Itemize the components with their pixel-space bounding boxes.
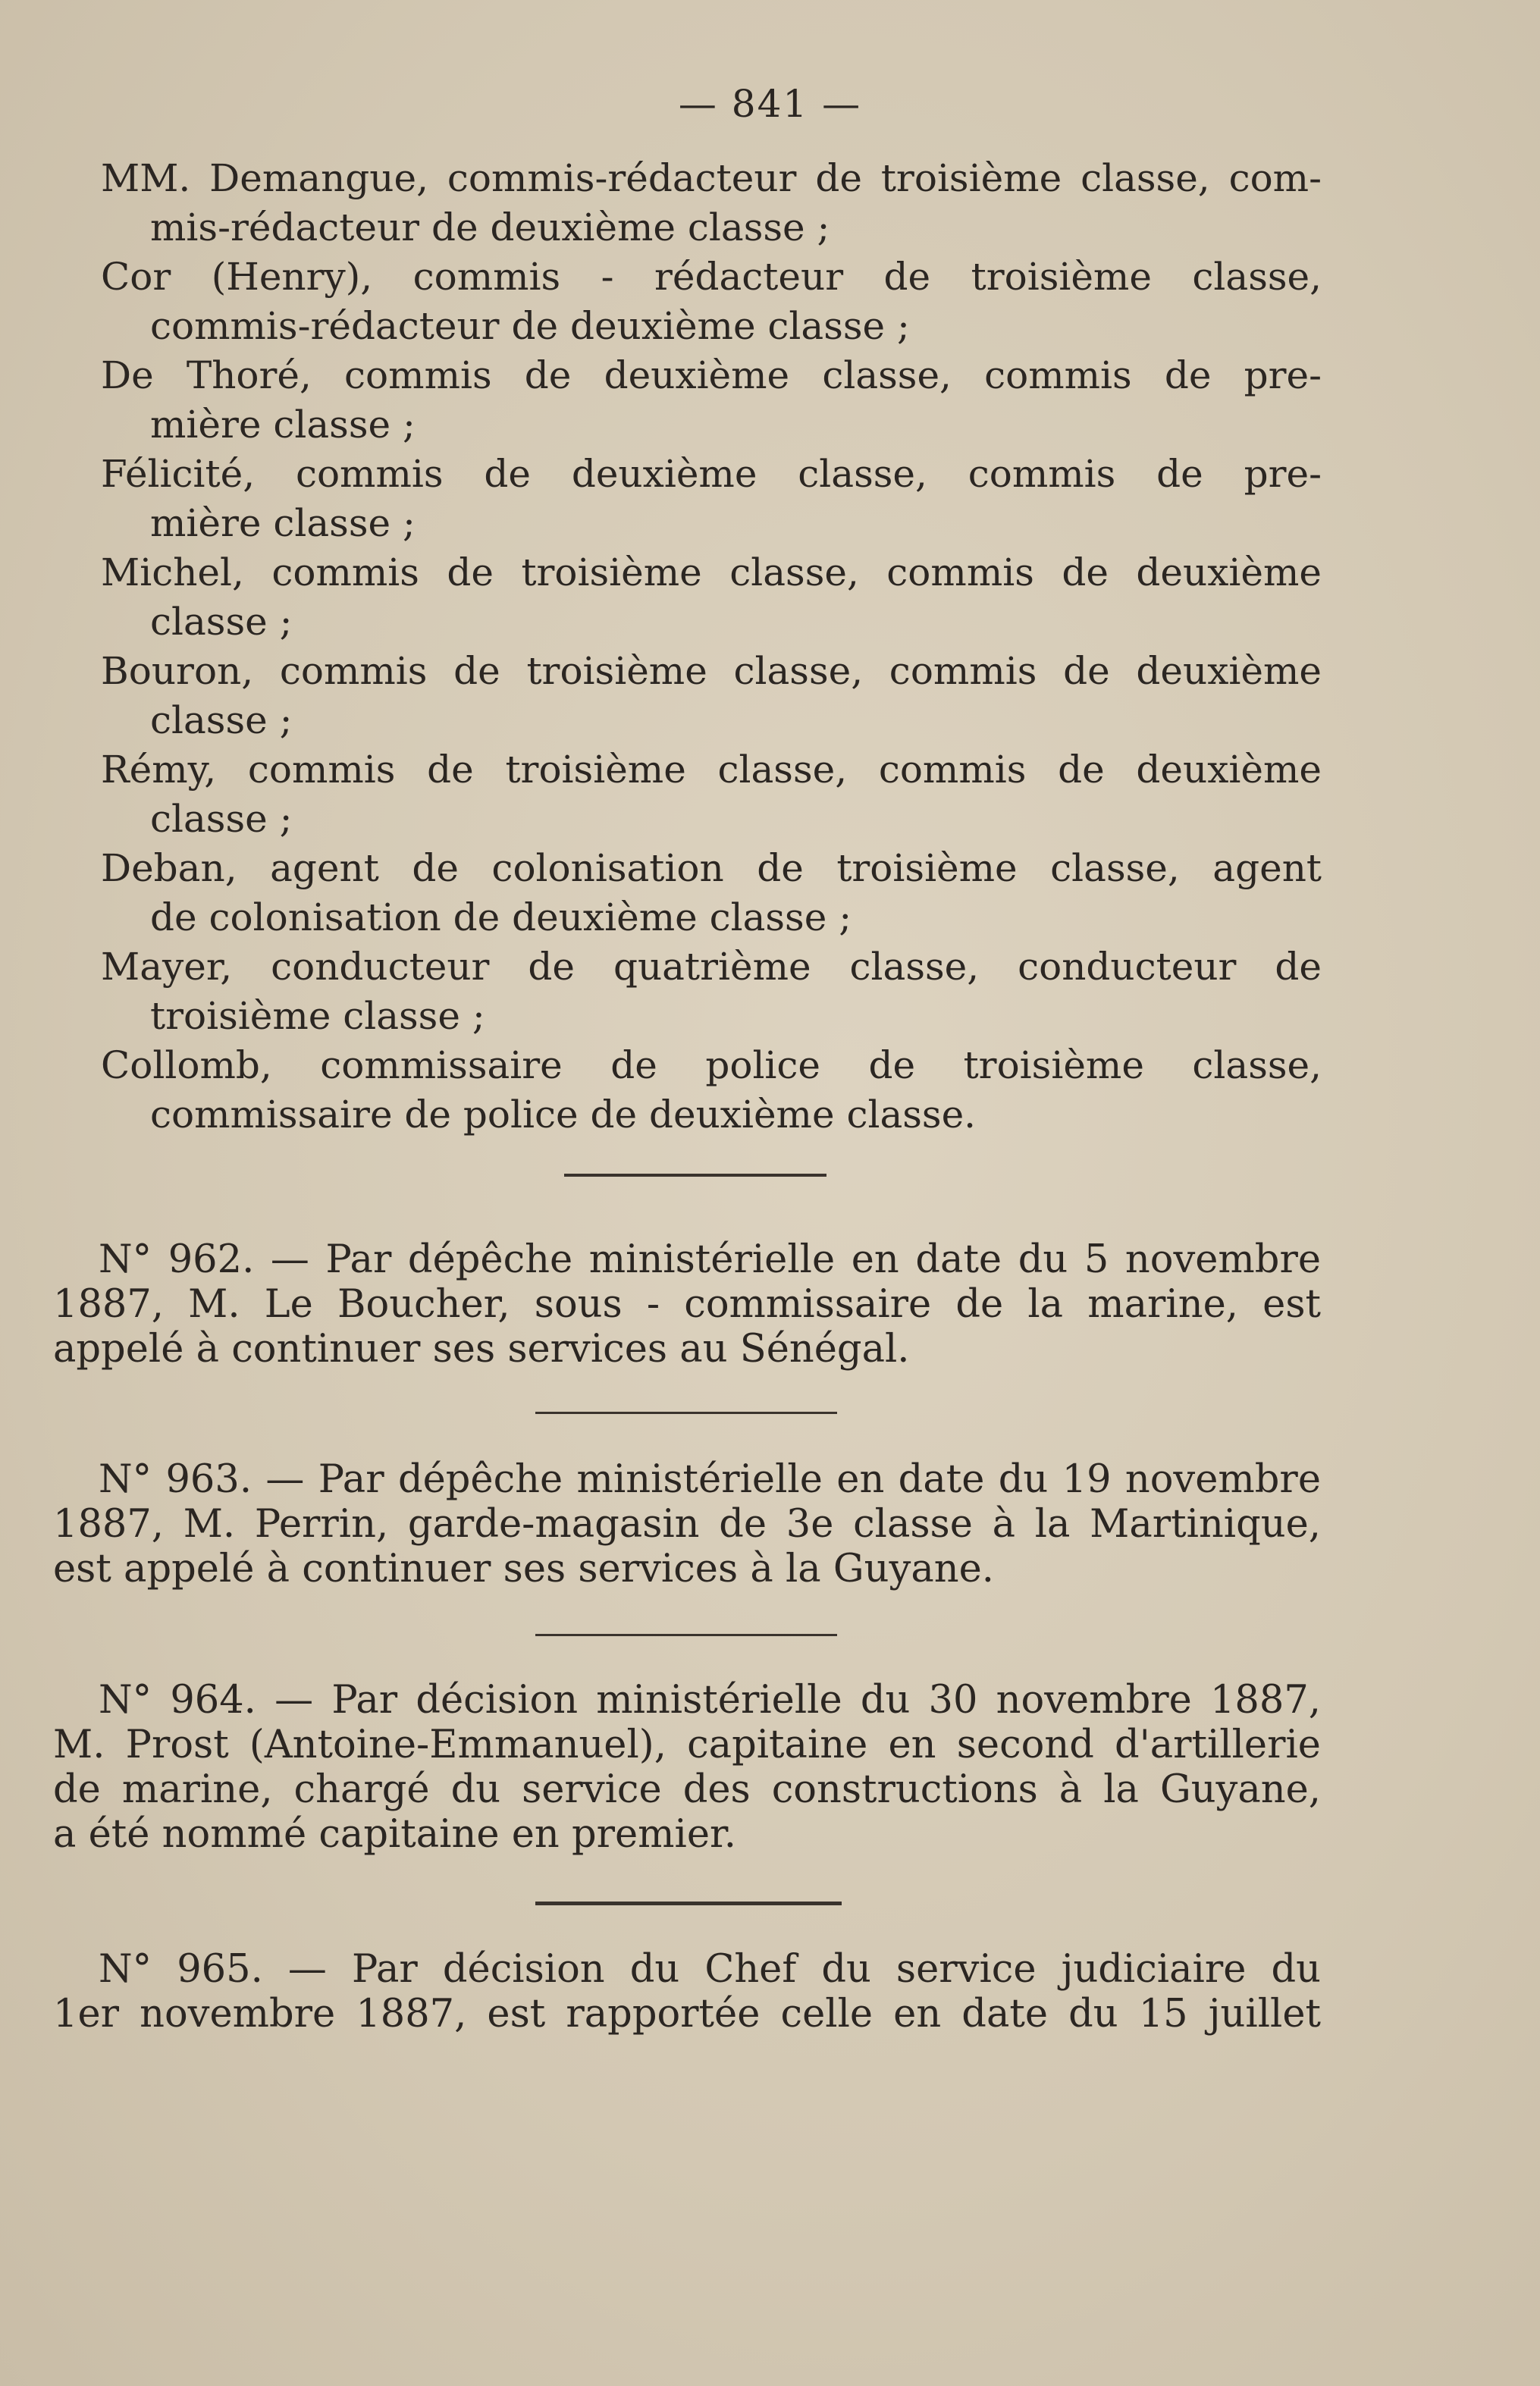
text-line: N° 965. — Par décision du Chef du service judiciaire du [99, 1947, 1321, 1992]
text-line: 1er novembre 1887, est rapportée celle en date du 15 juillet [53, 1992, 1321, 2036]
text-line: 1887, M. Le Boucher, sous - commissaire de la marine, est [53, 1282, 1321, 1327]
text-line: mière classe ; [150, 501, 416, 545]
text-line: a été nommé capitaine en premier. [53, 1812, 737, 1857]
text-line: est appelé à continuer ses services à la Guyane. [53, 1547, 994, 1591]
text-line: 1887, M. Perrin, garde-magasin de 3e classe à la Martinique, [53, 1502, 1321, 1547]
text-line: troisième classe ; [150, 994, 485, 1038]
text-line: MM. Demangue, commis-rédacteur de troisième classe, com- [101, 156, 1322, 200]
notice-964 [53, 1678, 1321, 1857]
text-line: Rémy, commis de troisième classe, commis de deuxième [101, 748, 1322, 792]
text-line: M. Prost (Antoine-Emmanuel), capitaine en second d'artillerie [53, 1723, 1321, 1767]
appointment-entry-demangue [101, 154, 1322, 252]
text-line: classe ; [150, 797, 293, 841]
page-number: — 841 — [678, 82, 862, 126]
separator-rule [535, 1412, 837, 1414]
text-line: Félicité, commis de deuxième classe, commis de pre- [101, 452, 1322, 496]
notice-963 [53, 1457, 1321, 1591]
text-line: Collomb, commissaire de police de troisième classe, [101, 1043, 1322, 1087]
text-line: N° 964. — Par décision ministérielle du 30 novembre 1887, [99, 1678, 1321, 1723]
separator-rule [564, 1174, 826, 1177]
text-line: N° 963. — Par dépêche ministérielle en date du 19 novembre [99, 1457, 1321, 1502]
text-line: classe ; [150, 600, 293, 644]
separator-rule [535, 1902, 842, 1905]
text-line: Mayer, conducteur de quatrième classe, conducteur de [101, 945, 1322, 989]
text-line: commis-rédacteur de deuxième classe ; [150, 304, 910, 348]
text-line: appelé à continuer ses services au Sénégal. [53, 1327, 910, 1372]
appointment-entry-collomb [101, 1041, 1322, 1140]
text-line: Bouron, commis de troisième classe, commis de deuxième [101, 649, 1322, 693]
text-line: Deban, agent de colonisation de troisième classe, agent [101, 846, 1322, 890]
text-line: Michel, commis de troisième classe, commis de deuxième [101, 550, 1322, 594]
text-line: commissaire de police de deuxième classe. [150, 1093, 977, 1137]
text-line: de marine, chargé du service des constructions à la Guyane, [53, 1767, 1321, 1812]
appointment-entry-michel [101, 548, 1322, 647]
appointment-entry-cor [101, 252, 1322, 351]
separator-rule [535, 1634, 837, 1636]
text-line: mis-rédacteur de deuxième classe ; [150, 205, 830, 249]
text-line: mière classe ; [150, 403, 416, 447]
text-line: De Thoré, commis de deuxième classe, commis de pre- [101, 353, 1322, 397]
appointment-entry-felicite [101, 450, 1322, 548]
notice-965 [53, 1947, 1321, 2036]
appointment-entry-thore [101, 351, 1322, 450]
appointment-entry-bouron [101, 647, 1322, 745]
appointment-entry-deban [101, 844, 1322, 942]
appointment-entry-mayer [101, 942, 1322, 1041]
text-line: classe ; [150, 698, 293, 742]
text-line: Cor (Henry), commis - rédacteur de troisième classe, [101, 255, 1322, 299]
text-line: N° 962. — Par dépêche ministérielle en date du 5 novembre [99, 1237, 1321, 1282]
appointment-entry-remy [101, 745, 1322, 844]
text-line: de colonisation de deuxième classe ; [150, 895, 852, 939]
notice-962 [53, 1237, 1321, 1372]
